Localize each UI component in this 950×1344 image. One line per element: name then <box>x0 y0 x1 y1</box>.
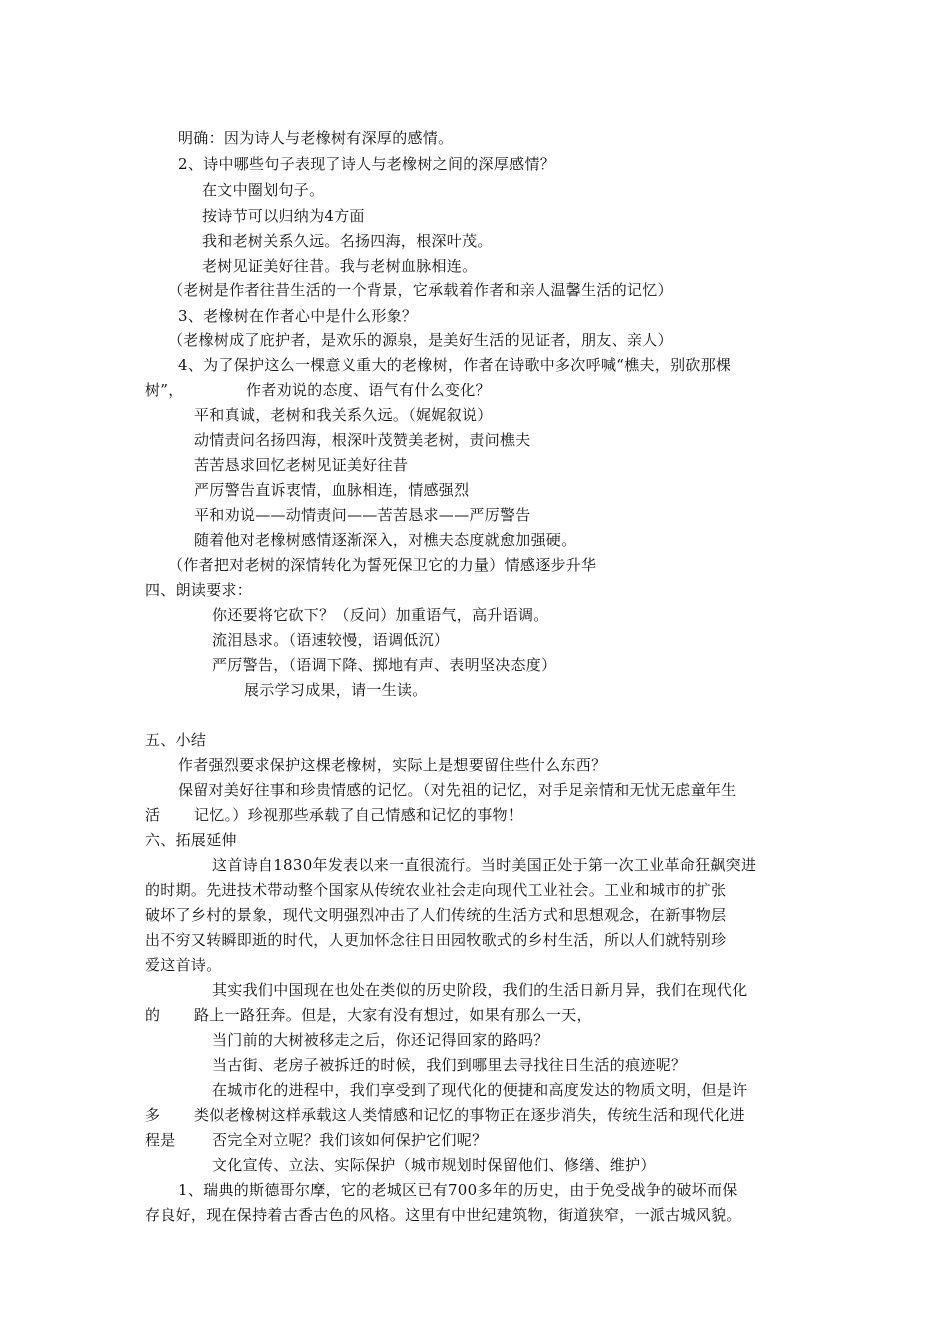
text-line: 平和真诚，老树和我关系久远。（娓娓叙说） <box>194 406 493 424</box>
text-line: 作者劝说的态度、语气有什么变化？ <box>246 381 491 399</box>
section-heading: 六、拓展延伸 <box>145 831 237 849</box>
section-heading: 四、朗读要求： <box>145 581 253 599</box>
text-line: 老树见证美好往昔。我与老树血脉相连。 <box>202 257 478 275</box>
text-line: 否完全对立呢？我们该如何保护它们呢？ <box>212 1131 488 1149</box>
text-line: 这首诗自1830年发表以来一直很流行。当时美国正处于第一次工业革命狂飙突进 <box>212 856 757 874</box>
text-line: 其实我们中国现在也处在类似的历史阶段，我们的生活日新月异，我们在现代化 <box>212 981 748 999</box>
text-line: （老橡树成了庇护者，是欢乐的源泉，是美好生活的见证者，朋友、亲人） <box>168 331 673 349</box>
text-line: 随着他对老橡树感情逐渐深入，对樵夫态度就愈加强硬。 <box>194 531 577 549</box>
text-line: 明确：因为诗人与老橡树有深厚的感情。 <box>178 129 454 147</box>
text-line: 展示学习成果，请一生读。 <box>244 681 428 699</box>
text-line: 动情责问名扬四海，根深叶茂赞美老树，责问樵夫 <box>194 431 531 449</box>
text-line: 3、老橡树在作者心中是什么形象？ <box>178 307 418 325</box>
text-line: 2、诗中哪些句子表现了诗人与老橡树之间的深厚感情？ <box>178 155 556 173</box>
text-line: 存良好，现在保持着古香古色的风格。这里有中世纪建筑物，街道狭窄，一派古城风貌。 <box>145 1206 742 1224</box>
text-line: 作者强烈要求保护这棵老橡树，实际上是想要留住些什么东西？ <box>178 756 607 774</box>
text-line: 当古街、老房子被拆迁的时候，我们到哪里去寻找往日生活的痕迹呢？ <box>212 1056 687 1074</box>
text-line: 按诗节可以归纳为4方面 <box>202 207 365 225</box>
text-line: 的时期。先进技术带动整个国家从传统农业社会走向现代工业社会。工业和城市的扩张 <box>145 881 727 899</box>
text-line: 平和劝说——动情责问——苦苦恳求——严厉警告 <box>194 506 531 524</box>
text-line: 记忆。）珍视那些承载了自己情感和记忆的事物！ <box>194 806 524 824</box>
text-line: 爱这首诗。 <box>145 956 222 974</box>
text-line: 严厉警告直诉衷情，血脉相连，情感强烈 <box>194 481 470 499</box>
text-line: （老树是作者往昔生活的一个背景，它承载着作者和亲人温馨生活的记忆） <box>168 281 673 299</box>
text-line: 活 <box>145 806 161 824</box>
text-line: 类似老橡树这样承载这人类情感和记忆的事物正在逐步消失，传统生活和现代化进 <box>194 1106 745 1124</box>
text-line: （作者把对老树的深情转化为誓死保卫它的力量）情感逐步升华 <box>168 556 597 574</box>
text-line: 在文中圈划句子。 <box>202 181 325 199</box>
text-line: 1、瑞典的斯德哥尔摩，它的老城区已有700多年的历史，由于免受战争的破坏而保 <box>178 1181 738 1199</box>
text-line: 严厉警告，（语调下降、掷地有声、表明坚决态度） <box>212 656 557 674</box>
text-line: 文化宣传、立法、实际保护（城市规划时保留他们、修缮、维护） <box>212 1156 656 1174</box>
text-line: 程是 <box>145 1131 176 1149</box>
text-line: 出不穷又转瞬即逝的时代，人更加怀念往日田园牧歌式的乡村生活，所以人们就特别珍 <box>145 931 727 949</box>
text-line: 树”， <box>145 381 184 399</box>
text-line: 的 <box>145 1006 161 1024</box>
text-line: 保留对美好往事和珍贵情感的记忆。（对先祖的记忆，对手足亲情和无忧无虑童年生 <box>178 781 737 799</box>
text-line: 我和老树关系久远。名扬四海，根深叶茂。 <box>202 232 493 250</box>
text-line: 当门前的大树被移走之后，你还记得回家的路吗？ <box>212 1031 549 1049</box>
text-line: 苦苦恳求回忆老树见证美好往昔 <box>194 456 409 474</box>
section-heading: 五、小结 <box>145 731 207 749</box>
text-line: 4、为了保护这么一棵意义重大的老橡树，作者在诗歌中多次呼喊“樵夫，别砍那棵 <box>178 356 732 374</box>
text-line: 在城市化的进程中，我们享受到了现代化的便捷和高度发达的物质文明，但是许 <box>212 1081 748 1099</box>
text-line: 流泪恳求。（语速较慢，语调低沉） <box>212 631 450 649</box>
text-line: 路上一路狂奔。但是，大家有没有想过，如果有那么一天， <box>194 1006 592 1024</box>
text-line: 破坏了乡村的景象，现代文明强烈冲击了人们传统的生活方式和思想观念，在新事物层 <box>145 906 727 924</box>
text-line: 你还要将它砍下？（反问）加重语气，高升语调。 <box>212 606 549 624</box>
text-line: 多 <box>145 1106 161 1124</box>
